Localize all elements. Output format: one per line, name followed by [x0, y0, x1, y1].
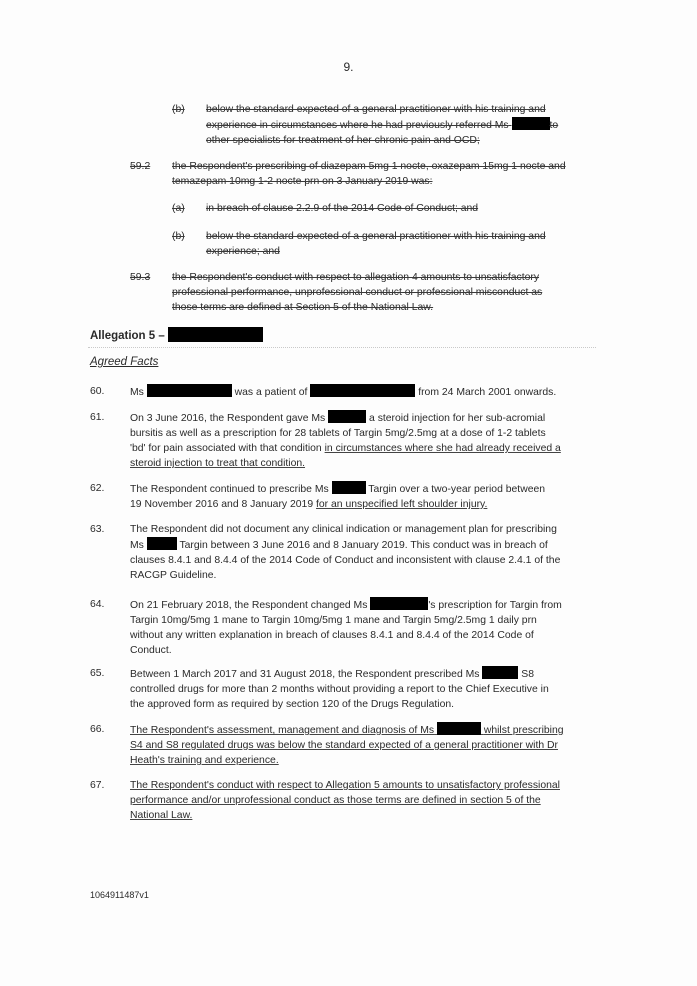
- item-b-line3: other specialists for treatment of her chronic pain and OCD;: [206, 135, 480, 146]
- para-64-l1b: 's prescription for Targin from: [428, 600, 562, 611]
- redaction: [482, 666, 518, 679]
- para-66-l1a: The Respondent's assessment, management and diagnosis of Ms: [130, 725, 435, 736]
- item-59-2-text: [172, 159, 596, 189]
- para-65-text: [130, 666, 590, 712]
- page-number: 9.: [343, 60, 354, 74]
- redaction: [328, 410, 366, 423]
- para-63-line1: The Respondent did not document any clinical indication or management plan for prescribing: [130, 524, 557, 535]
- para-62-l2b: for an unspecified left shoulder injury.: [316, 499, 488, 510]
- para-63-text: [130, 522, 590, 583]
- para-63-line4: RACGP Guideline.: [130, 570, 217, 581]
- para-66-line2: S4 and S8 regulated drugs was below the standard expected of a general practitioner with Dr: [130, 740, 559, 751]
- redaction: [437, 722, 481, 735]
- item-59-2-b-text: [206, 229, 596, 259]
- para-60-t2: was a patient of: [234, 387, 308, 398]
- item-b-line1: below the standard expected of a general practitioner with his training and: [206, 104, 546, 115]
- para-61-line2: bursitis as well as a prescription for 28 tablets of Targin 5mg/2.5mg at a dose of 1-2 tablets: [130, 428, 546, 439]
- redaction: [147, 384, 232, 397]
- para-62-number: 62.: [90, 483, 105, 494]
- item-59-2-number: 59.2: [130, 161, 151, 172]
- allegation-heading: [90, 327, 263, 342]
- redaction: [512, 117, 550, 130]
- redaction: [310, 384, 415, 397]
- item-59-3-line2: professional performance, unprofessional conduct or professional misconduct as: [172, 287, 543, 298]
- para-64-line4: Conduct.: [130, 645, 172, 656]
- item-59-3-line1: the Respondent's conduct with respect to allegation 4 amounts to unsatisfactory: [172, 272, 540, 283]
- para-65-line1: [130, 666, 590, 682]
- item-59-3-text: [172, 270, 596, 315]
- item-b-line2-end: to: [549, 120, 559, 131]
- para-61-number: 61.: [90, 412, 105, 423]
- para-67-number: 67.: [90, 780, 105, 791]
- item-59-2-a-text: in breach of clause 2.2.9 of the 2014 Code of Conduct; and: [206, 203, 479, 214]
- para-65-line3: the approved form as required by section 120 of the Drugs Regulation.: [130, 699, 455, 710]
- item-59-2-b-line2: experience; and: [206, 246, 280, 257]
- para-65-line2: controlled drugs for more than 2 months without providing a report to the Chief Executive in: [130, 684, 549, 695]
- redaction: [332, 481, 366, 494]
- item-59-2-line2: temazepam 10mg 1-2 nocte prn on 3 January 2019 was:: [172, 176, 433, 187]
- para-63-line2: [130, 537, 590, 553]
- document-reference: 1064911487v1: [90, 890, 149, 900]
- para-61-l1a: On 3 June 2016, the Respondent gave Ms: [130, 413, 326, 424]
- redaction: [370, 597, 428, 610]
- agreed-facts-heading: Agreed Facts: [90, 356, 159, 368]
- item-b-line2-text: experience in circumstances where he had previously referred Ms: [206, 120, 509, 131]
- para-60-t1: Ms: [130, 387, 144, 398]
- para-66-line3: Heath's training and experience.: [130, 755, 279, 766]
- allegation-heading-text: Allegation 5 –: [90, 330, 165, 342]
- para-61-line3: [130, 441, 590, 456]
- para-62-l1b: Targin over a two-year period between: [368, 484, 546, 495]
- item-59-2-b-label: (b): [172, 231, 185, 242]
- para-62-l2a: 19 November 2016 and 8 January 2019: [130, 499, 314, 510]
- para-61-l1b: a steroid injection for her sub-acromial: [369, 413, 546, 424]
- para-64-l1a: On 21 February 2018, the Respondent changed Ms: [130, 600, 368, 611]
- para-66-l1b: whilst prescribing: [483, 725, 564, 736]
- para-64-text: [130, 597, 590, 658]
- redaction: [147, 537, 177, 550]
- para-67-line1: The Respondent's conduct with respect to Allegation 5 amounts to unsatisfactory professional: [130, 780, 560, 791]
- para-61-l3a: 'bd' for pain associated with that condition: [130, 443, 322, 454]
- item-59-2-line1: the Respondent's prescribing of diazepam 5mg 1 nocte, oxazepam 15mg 1 nocte and: [172, 161, 566, 172]
- para-63-l2b: Targin between 3 June 2016 and 8 January 2019. This conduct was in breach of: [179, 540, 548, 551]
- para-65-l1b: S8: [521, 669, 534, 680]
- para-67-line2: performance and/or unprofessional conduct as those terms are defined in section 5 of the: [130, 795, 541, 806]
- para-60-number: 60.: [90, 386, 105, 397]
- para-63-number: 63.: [90, 524, 105, 535]
- para-66-line1: [130, 722, 590, 738]
- item-59-2-a-label: (a): [172, 203, 185, 214]
- para-66-text: [130, 722, 590, 768]
- para-65-l1a: Between 1 March 2017 and 31 August 2018, the Respondent prescribed Ms: [130, 669, 480, 680]
- para-63-l2a: Ms: [130, 540, 144, 551]
- para-61-line1: [130, 410, 590, 426]
- para-64-number: 64.: [90, 599, 105, 610]
- para-64-line1: [130, 597, 590, 613]
- section-divider: [88, 347, 596, 348]
- item-59-3-number: 59.3: [130, 272, 151, 283]
- para-62-line1: [130, 481, 590, 497]
- item-b-text: [206, 102, 596, 148]
- para-64-line3: without any written explanation in breach of clauses 8.4.1 and 8.4.4 of the 2014 Code of: [130, 630, 534, 641]
- para-61-l3b: in circumstances where she had already received a: [324, 443, 561, 454]
- item-b-line2: [206, 117, 596, 133]
- para-62-line2: [130, 497, 590, 512]
- para-67-line3: National Law.: [130, 810, 193, 821]
- para-62-text: [130, 481, 590, 512]
- item-b-label: (b): [172, 104, 185, 115]
- para-62-l1a: The Respondent continued to prescribe Ms: [130, 484, 329, 495]
- para-64-line2: Targin 10mg/5mg 1 mane to Targin 10mg/5mg 1 mane and Targin 5mg/2.5mg 1 daily prn: [130, 615, 537, 626]
- para-60-text: [130, 384, 590, 400]
- item-59-2-b-line1: below the standard expected of a general practitioner with his training and: [206, 231, 546, 242]
- item-59-3-line3: those terms are defined at Section 5 of the National Law.: [172, 302, 434, 313]
- para-60-t3: from 24 March 2001 onwards.: [418, 387, 557, 398]
- para-63-line3: clauses 8.4.1 and 8.4.4 of the 2014 Code of Conduct and inconsistent with clause 2.4.1 of the: [130, 555, 561, 566]
- para-61-line4: steroid injection to treat that condition.: [130, 458, 306, 469]
- redaction: [168, 327, 263, 342]
- para-67-text: [130, 778, 590, 823]
- para-61-text: [130, 410, 590, 471]
- para-66-number: 66.: [90, 724, 105, 735]
- para-65-number: 65.: [90, 668, 105, 679]
